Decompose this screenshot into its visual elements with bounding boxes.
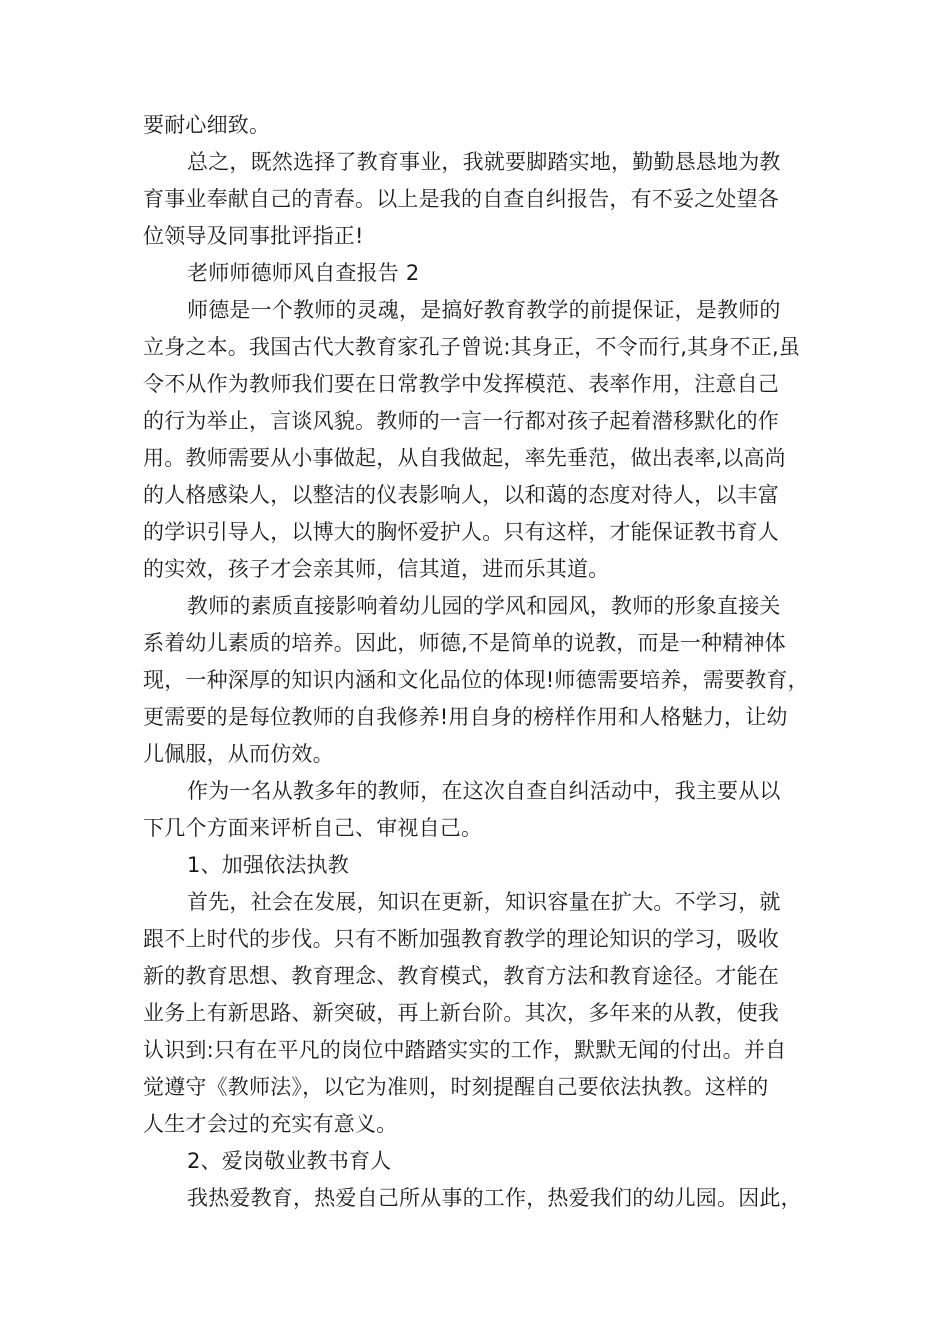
text-line: 系着幼儿素质的培养。因此，师德,不是简单的说教，而是一种精神体 xyxy=(143,631,786,655)
text-line: 要耐心细致。 xyxy=(143,113,271,137)
text-line: 的人格感染人，以整洁的仪表影响人，以和蔼的态度对待人，以丰富 xyxy=(143,483,779,507)
text-line: 下几个方面来评析自己、审视自己。 xyxy=(143,816,483,840)
document-body xyxy=(143,107,825,1217)
text-line: 我热爱教育，热爱自己所从事的工作，热爱我们的幼儿园。因此， xyxy=(187,1186,802,1210)
text-line: 育事业奉献自己的青春。以上是我的自查自纠报告，有不妥之处望各 xyxy=(143,187,779,211)
text-line: 首先，社会在发展，知识在更新，知识容量在扩大。不学习，就 xyxy=(187,890,781,914)
text-line: 作为一名从教多年的教师，在这次自查自纠活动中，我主要从以 xyxy=(187,779,781,803)
text-line: 新的教育思想、教育理念、教育模式，教育方法和教育途径。才能在 xyxy=(143,964,779,988)
text-line: 跟不上时代的步伐。只有不断加强教育教学的理论知识的学习，吸收 xyxy=(143,927,779,951)
text-line: 的实效，孩子才会亲其师，信其道，进而乐其道。 xyxy=(143,557,610,581)
text-line: 2、爱岗敬业教书育人 xyxy=(187,1149,392,1173)
text-line: 认识到:只有在平凡的岗位中踏踏实实的工作，默默无闻的付出。并自 xyxy=(143,1038,787,1062)
text-line: 用。教师需要从小事做起，从自我做起，率先垂范，做出表率,以高尚 xyxy=(143,446,786,470)
text-line: 立身之本。我国古代大教育家孔子曾说:其身正，不令而行,其身不正,虽 xyxy=(143,335,801,359)
text-line: 儿佩服，从而仿效。 xyxy=(143,742,334,766)
text-line: 的学识引导人，以博大的胸怀爱护人。只有这样，才能保证教书育人 xyxy=(143,520,779,544)
text-line: 师德是一个教师的灵魂，是搞好教育教学的前提保证，是教师的 xyxy=(187,298,781,322)
text-line: 老师师德师风自查报告 2 xyxy=(187,261,420,285)
text-line: 令不从作为教师我们要在日常教学中发挥模范、表率作用，注意自己 xyxy=(143,372,779,396)
text-line: 人生才会过的充实有意义。 xyxy=(143,1112,398,1136)
text-line: 业务上有新思路、新突破，再上新台阶。其次，多年来的从教，使我 xyxy=(143,1001,779,1025)
text-line: 总之，既然选择了教育事业，我就要脚踏实地，勤勤恳恳地为教 xyxy=(187,150,781,174)
text-line: 教师的素质直接影响着幼儿园的学风和园风，教师的形象直接关 xyxy=(187,594,781,618)
text-line: 的行为举止，言谈风貌。教师的一言一行都对孩子起着潜移默化的作 xyxy=(143,409,779,433)
text-line: 觉遵守《教师法》，以它为准则，时刻提醒自己要依法执教。这样的 xyxy=(143,1075,769,1099)
text-line: 更需要的是每位教师的自我修养!用自身的榜样作用和人格魅力，让幼 xyxy=(143,705,788,729)
text-line: 1、加强依法执教 xyxy=(187,853,349,877)
text-line: 现，一种深厚的知识内涵和文化品位的体现!师德需要培养，需要教育， xyxy=(143,668,809,692)
text-line: 位领导及同事批评指正! xyxy=(143,224,364,248)
